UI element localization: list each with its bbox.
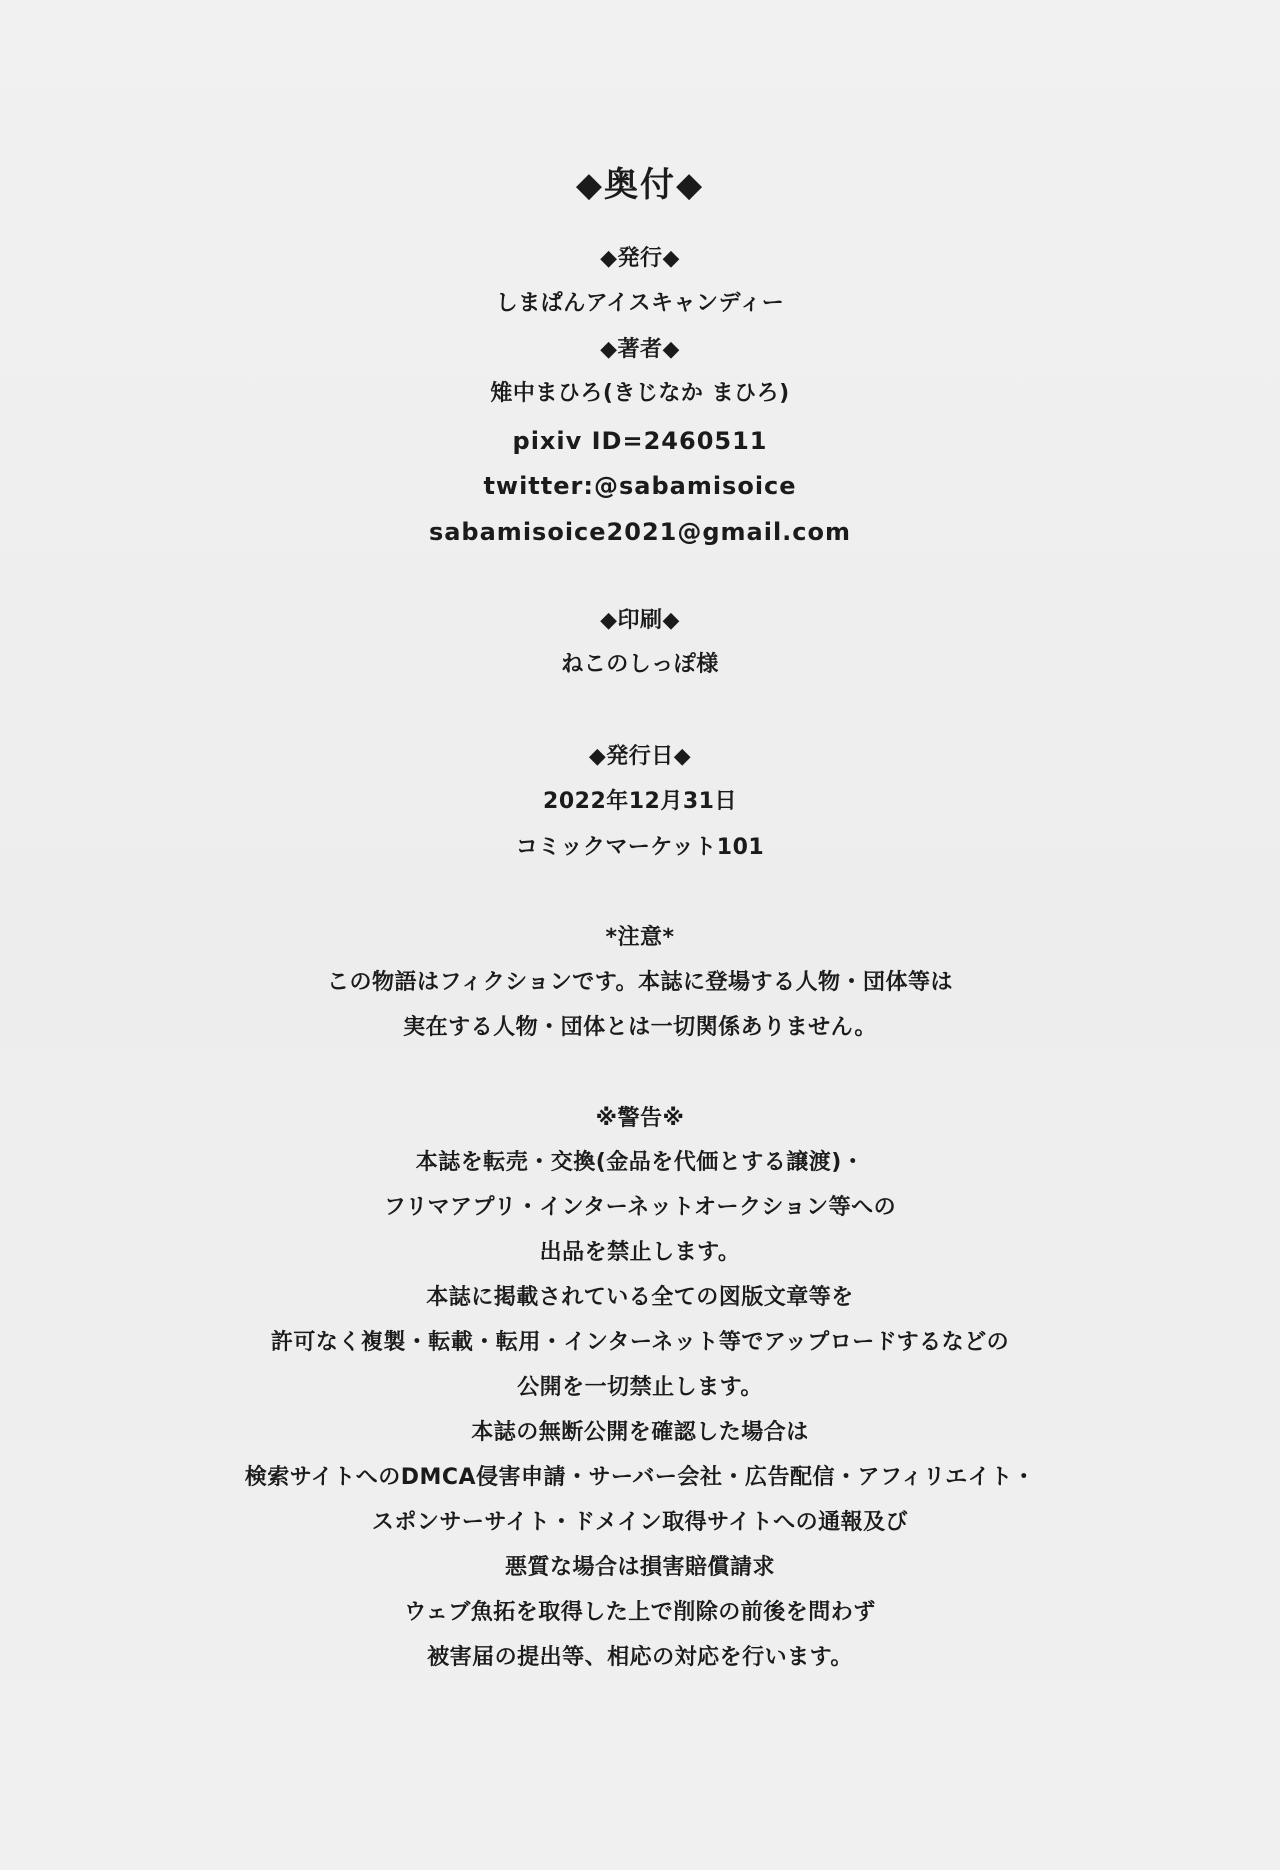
- warning-heading: ※警告※: [595, 1106, 685, 1131]
- warning-line: フリマアプリ・インターネットオークション等への: [383, 1195, 897, 1220]
- publication-date: 2022年12月31日: [543, 789, 737, 814]
- event-name: コミックマーケット101: [515, 835, 765, 860]
- publisher-name: しまぱんアイスキャンディー: [495, 291, 785, 316]
- twitter-handle: twitter:@sabamisoice: [483, 472, 797, 500]
- warning-line: 悪質な場合は損害賠償請求: [504, 1555, 775, 1580]
- warning-line: 本誌を転売・交換(金品を代価とする譲渡)・: [415, 1150, 865, 1175]
- warning-line: ウェブ魚拓を取得した上で削除の前後を問わず: [404, 1600, 876, 1625]
- printer-name: ねこのしっぽ様: [561, 652, 719, 677]
- pixiv-id: pixiv ID=2460511: [512, 427, 768, 455]
- warning-line: 本誌に掲載されている全ての図版文章等を: [426, 1285, 854, 1310]
- date-heading: ◆発行日◆: [588, 744, 692, 769]
- warning-line: スポンサーサイト・ドメイン取得サイトへの通報及び: [371, 1510, 909, 1535]
- notice-line: この物語はフィクションです。本誌に登場する人物・団体等は: [326, 970, 954, 995]
- author-name: 雉中まひろ(きじなか まひろ): [490, 381, 790, 406]
- warning-line: 検索サイトへのDMCA侵害申請・サーバー会社・広告配信・アフィリエイト・: [244, 1465, 1036, 1490]
- colophon-title: ◆奥付◆: [575, 165, 705, 205]
- notice-heading: *注意*: [605, 925, 675, 950]
- printer-heading: ◆印刷◆: [600, 608, 680, 633]
- warning-line: 本誌の無断公開を確認した場合は: [471, 1420, 809, 1445]
- warning-line: 公開を一切禁止します。: [517, 1375, 763, 1400]
- email-address: sabamisoice2021@gmail.com: [428, 518, 852, 546]
- warning-line: 被害届の提出等、相応の対応を行います。: [427, 1645, 853, 1670]
- author-heading: ◆著者◆: [600, 337, 680, 362]
- notice-line: 実在する人物・団体とは一切関係ありません。: [403, 1015, 877, 1040]
- publisher-heading: ◆発行◆: [600, 246, 680, 271]
- warning-line: 出品を禁止します。: [539, 1240, 741, 1265]
- warning-line: 許可なく複製・転載・転用・インターネット等でアップロードするなどの: [270, 1330, 1010, 1355]
